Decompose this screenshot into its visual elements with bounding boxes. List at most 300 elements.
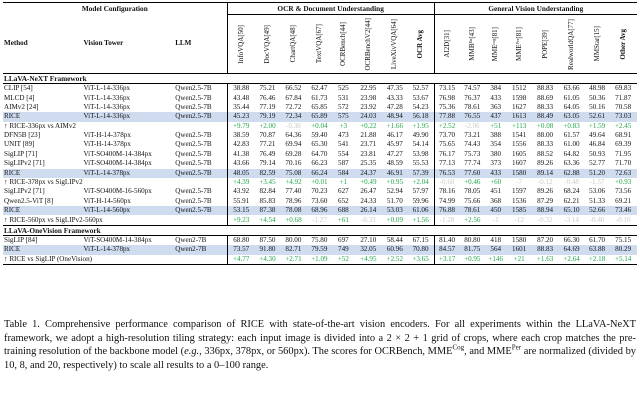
value-cell: 69.28 bbox=[285, 149, 302, 158]
diff-value: +0.04 bbox=[311, 121, 328, 130]
value-cell: 80.80 bbox=[464, 236, 481, 244]
value-cell: 56.18 bbox=[408, 112, 435, 121]
diff-value: +1.95 bbox=[412, 121, 429, 130]
value-cell: 48.94 bbox=[382, 112, 407, 121]
value-cell: 49.64 bbox=[589, 131, 606, 140]
diff-value: +0.08 bbox=[536, 121, 554, 130]
table-row bbox=[3, 131, 637, 140]
col-header bbox=[408, 15, 435, 74]
method-cell: RICE bbox=[3, 169, 82, 178]
table-row bbox=[3, 235, 637, 245]
method-cell: RICE bbox=[3, 112, 82, 121]
value-cell: 71.87 bbox=[615, 93, 632, 102]
value-cell: 41.38 bbox=[227, 150, 255, 159]
diff-value: -7 bbox=[516, 178, 523, 187]
col-method: Method bbox=[3, 15, 82, 74]
value-cell: 67.15 bbox=[412, 236, 429, 244]
value-cell: 75.73 bbox=[464, 149, 481, 158]
value-cell: 88.69 bbox=[537, 93, 554, 102]
value-cell: 74.43 bbox=[464, 140, 481, 149]
method-cell: SigLIP [71] bbox=[4, 149, 38, 158]
value-cell: 47.27 bbox=[386, 149, 403, 158]
diff-value: -3.14 bbox=[564, 215, 579, 224]
table-row bbox=[3, 84, 637, 94]
diff-value: +4.39 bbox=[227, 178, 255, 187]
value-cell: 61.00 bbox=[563, 140, 580, 149]
vision-tower-cell: ViT-L-14-336px bbox=[83, 93, 131, 102]
value-cell: 76.53 bbox=[434, 169, 459, 178]
value-cell: 77.13 bbox=[434, 159, 459, 168]
value-cell: 62.88 bbox=[558, 169, 584, 178]
results-body bbox=[3, 74, 637, 265]
method-cell: SigLIPv2 [71] bbox=[4, 187, 45, 196]
value-cell: 73.56 bbox=[615, 187, 632, 196]
caption-text-4: are normalized (divided by 10, 8, and 20, respectively) to scale all results to a 0–100 range. bbox=[4, 346, 636, 371]
value-cell: 76.17 bbox=[434, 150, 459, 159]
value-cell: 38.59 bbox=[227, 131, 255, 140]
diff-value: +0.83 bbox=[563, 121, 580, 130]
col-header bbox=[307, 15, 332, 74]
col-header bbox=[332, 15, 354, 74]
value-cell: 74.57 bbox=[464, 84, 481, 93]
diff-value: +52 bbox=[332, 255, 354, 265]
value-cell: 575 bbox=[332, 112, 354, 121]
diff-value: +1.09 bbox=[307, 255, 332, 265]
value-cell: 42.83 bbox=[227, 140, 255, 149]
value-cell: 688 bbox=[332, 206, 354, 215]
value-cell: 697 bbox=[338, 236, 349, 244]
value-cell: 54.14 bbox=[412, 140, 429, 149]
diff-value: +3.45 bbox=[259, 178, 276, 187]
vision-tower-cell: ViT-L-14-560px bbox=[82, 206, 174, 215]
value-cell: 50.16 bbox=[589, 102, 606, 111]
value-cell: 52.66 bbox=[585, 206, 609, 215]
diff-value: -0.12 bbox=[537, 178, 553, 187]
diff-value: +3.17 bbox=[434, 255, 459, 265]
value-cell: 47.35 bbox=[386, 84, 403, 93]
method-cell: AIMv2 [24] bbox=[4, 102, 39, 111]
llm-cell: Qwen2.5-7B bbox=[175, 93, 212, 102]
col-header-label: TextVQA[67] bbox=[314, 24, 323, 64]
value-cell: 75.36 bbox=[434, 103, 459, 112]
value-cell: 88.00 bbox=[537, 131, 554, 140]
diff-value: +0.49 bbox=[360, 178, 377, 187]
diff-value: +4.92 bbox=[285, 178, 302, 187]
value-cell: 388 bbox=[490, 131, 502, 140]
value-cell: 66.24 bbox=[307, 169, 332, 178]
col-header bbox=[506, 15, 531, 74]
value-cell: 53.06 bbox=[589, 187, 606, 196]
diff-value: -1.28 bbox=[434, 215, 459, 225]
diff-value: +3.65 bbox=[408, 255, 435, 265]
value-cell: 1556 bbox=[512, 140, 527, 149]
value-cell: 48.59 bbox=[386, 159, 403, 168]
diff-value: +4.30 bbox=[255, 255, 280, 265]
value-cell: 531 bbox=[338, 93, 349, 102]
value-cell: 71.95 bbox=[615, 149, 632, 158]
value-cell: 541 bbox=[338, 140, 349, 149]
method-cell: DFN5B [23] bbox=[4, 131, 41, 140]
value-cell: 64.36 bbox=[285, 131, 302, 140]
diff-value: +51 bbox=[490, 121, 502, 130]
method-cell: RICE bbox=[3, 245, 82, 254]
value-cell: 75.21 bbox=[259, 84, 276, 93]
value-cell: 57.97 bbox=[412, 187, 429, 196]
value-cell: 67.84 bbox=[285, 93, 302, 102]
col-header bbox=[558, 15, 584, 74]
value-cell: 62.21 bbox=[563, 196, 580, 205]
value-cell: 72.63 bbox=[609, 169, 637, 178]
value-cell: 71.70 bbox=[615, 159, 632, 168]
value-cell: 49.90 bbox=[412, 131, 429, 140]
value-cell: 58.44 bbox=[386, 236, 403, 244]
value-cell: 50.36 bbox=[589, 93, 606, 102]
diff-value: +2.45 bbox=[614, 121, 632, 130]
col-llm: LLM bbox=[174, 15, 227, 74]
value-cell: 433 bbox=[485, 169, 506, 178]
diff-value: +0.93 bbox=[614, 178, 632, 187]
value-cell: 77.21 bbox=[259, 140, 276, 149]
diff-value: +1.59 bbox=[588, 121, 606, 130]
section-title: LLaVA-NeXT Framework bbox=[3, 74, 637, 84]
value-cell: 1613 bbox=[506, 112, 531, 121]
col-header-label: ChartQA[48] bbox=[288, 25, 297, 63]
value-cell: 43.48 bbox=[227, 93, 255, 102]
diff-value: +0.09 bbox=[386, 215, 403, 224]
col-header bbox=[227, 15, 255, 74]
diff-value: +1 bbox=[339, 178, 348, 187]
group-header-row bbox=[3, 3, 637, 15]
value-cell: 65.85 bbox=[311, 102, 328, 111]
llm-cell: Qwen2.5-7B bbox=[175, 149, 212, 158]
diff-value: -0.60 bbox=[434, 178, 459, 187]
table-row bbox=[3, 197, 637, 206]
diff-row bbox=[3, 215, 637, 225]
value-cell: 68.80 bbox=[227, 235, 255, 245]
value-cell: 1580 bbox=[506, 169, 531, 178]
diff-value: -0.48 bbox=[564, 178, 579, 187]
value-cell: 84.57 bbox=[434, 245, 459, 254]
diff-value: +1.66 bbox=[386, 121, 403, 130]
value-cell: 78.16 bbox=[434, 187, 459, 196]
value-cell: 88.94 bbox=[532, 206, 558, 215]
llm-cell: Qwen2.5-7B bbox=[175, 131, 212, 140]
value-cell: 69.83 bbox=[615, 84, 632, 93]
col-header bbox=[609, 15, 637, 74]
value-cell: 363 bbox=[490, 102, 502, 111]
col-header bbox=[434, 15, 459, 74]
value-cell: 76.46 bbox=[259, 93, 276, 102]
diff-value: +2.52 bbox=[382, 255, 407, 265]
value-cell: 75.66 bbox=[464, 196, 481, 205]
diff-value: +2.04 bbox=[412, 178, 429, 187]
method-cell: MLCD [4] bbox=[4, 93, 35, 102]
value-cell: 53.15 bbox=[227, 206, 255, 215]
value-cell: 81.75 bbox=[460, 245, 485, 254]
value-cell: 76.88 bbox=[434, 206, 459, 215]
value-cell: 368 bbox=[490, 196, 502, 205]
llm-cell: Qwen2.5-7B bbox=[174, 169, 227, 178]
diff-value: +0.01 bbox=[311, 178, 328, 187]
value-cell: 75.65 bbox=[434, 140, 459, 149]
diff-value: +0.46 bbox=[464, 178, 481, 187]
diff-label: ↑ RICE-560px vs SigLIPv2-560px bbox=[4, 215, 103, 224]
group-general: General Vision Understanding bbox=[434, 3, 637, 15]
value-cell: 1601 bbox=[506, 245, 531, 254]
group-ocr: OCR & Document Understanding bbox=[227, 3, 434, 15]
value-cell: 450 bbox=[485, 206, 506, 215]
vision-tower-cell: ViT-SO400M-14-384px bbox=[83, 236, 152, 244]
value-cell: 87.50 bbox=[259, 236, 276, 244]
value-cell: 572 bbox=[338, 102, 349, 111]
col-vision-tower: Vision Tower bbox=[82, 15, 174, 74]
value-cell: 51.70 bbox=[386, 196, 403, 205]
diff-value: +0.68 bbox=[285, 215, 302, 224]
diff-value: +0.95 bbox=[386, 178, 403, 187]
diff-row bbox=[3, 178, 637, 187]
value-cell: 23.92 bbox=[360, 102, 377, 111]
col-header-label: OCR Avg bbox=[416, 29, 425, 59]
value-cell: 1580 bbox=[512, 236, 527, 244]
diff-value: +146 bbox=[485, 255, 506, 265]
value-cell: 69.21 bbox=[615, 196, 632, 205]
value-cell: 61.05 bbox=[563, 93, 580, 102]
value-cell: 55.53 bbox=[412, 159, 429, 168]
value-cell: 78.96 bbox=[285, 196, 302, 205]
method-cell: UNIT [89] bbox=[4, 140, 35, 149]
diff-value: +60 bbox=[490, 178, 502, 187]
value-cell: 60.96 bbox=[382, 245, 407, 254]
value-cell: 78.61 bbox=[460, 206, 485, 215]
diff-value: -0.32 bbox=[537, 215, 553, 224]
value-cell: 51.20 bbox=[585, 169, 609, 178]
value-cell: 70.16 bbox=[285, 159, 302, 168]
value-cell: 62.47 bbox=[311, 84, 328, 93]
diff-value: +1.63 bbox=[532, 255, 558, 265]
value-cell: 59.40 bbox=[311, 131, 328, 140]
value-cell: 64.82 bbox=[563, 149, 580, 158]
value-cell: 52.77 bbox=[589, 159, 606, 168]
value-cell: 75.15 bbox=[615, 236, 632, 244]
value-cell: 24.03 bbox=[355, 112, 383, 121]
value-cell: 57.39 bbox=[408, 169, 435, 178]
caption-sup-per: Per bbox=[511, 343, 522, 352]
value-cell: 61.57 bbox=[563, 131, 580, 140]
value-cell: 68.91 bbox=[615, 131, 632, 140]
value-cell: 53.03 bbox=[382, 206, 407, 215]
value-cell: 70.23 bbox=[311, 187, 328, 196]
diff-value: -12 bbox=[514, 215, 524, 224]
value-cell: 73.21 bbox=[464, 131, 481, 140]
col-header bbox=[255, 15, 280, 74]
diff-label: ↑ RICE-336px vs AIMv2 bbox=[4, 121, 76, 130]
value-cell: 26.14 bbox=[355, 206, 383, 215]
value-cell: 1605 bbox=[512, 149, 527, 158]
value-cell: 554 bbox=[338, 149, 349, 158]
llm-cell: Qwen2.5-7B bbox=[175, 84, 212, 93]
value-cell: 78.05 bbox=[464, 187, 481, 196]
value-cell: 55.91 bbox=[227, 197, 255, 206]
value-cell: 54.23 bbox=[412, 102, 429, 111]
vision-tower-cell: ViT-SO400M-14-384px bbox=[83, 159, 152, 168]
table-row-rice bbox=[3, 245, 637, 254]
value-cell: 418 bbox=[490, 236, 502, 244]
diff-value: -0.33 bbox=[360, 215, 376, 224]
llm-cell: Qwen2.5-7B bbox=[174, 112, 227, 121]
col-header-label: OCRBenchV2[44] bbox=[363, 17, 372, 71]
group-model-config: Model Configuration bbox=[3, 3, 227, 15]
value-cell: 66.30 bbox=[563, 236, 580, 244]
value-cell: 88.83 bbox=[532, 245, 558, 254]
method-cell: RICE bbox=[3, 206, 82, 215]
value-cell: 64.70 bbox=[311, 149, 328, 158]
value-cell: 1541 bbox=[512, 131, 527, 140]
value-cell: 473 bbox=[338, 131, 349, 140]
value-cell: 25.35 bbox=[360, 159, 377, 168]
value-cell: 74.99 bbox=[434, 197, 459, 206]
diff-value: -2.06 bbox=[464, 121, 480, 130]
diff-row bbox=[3, 255, 637, 265]
value-cell: 1536 bbox=[512, 196, 527, 205]
diff-value: +4.77 bbox=[227, 255, 255, 265]
value-cell: 584 bbox=[332, 169, 354, 178]
llm-cell: Qwen2.5-7B bbox=[175, 140, 212, 149]
value-cell: 88.49 bbox=[532, 112, 558, 121]
value-cell: 69.94 bbox=[285, 140, 302, 149]
value-cell: 64.69 bbox=[558, 245, 584, 254]
value-cell: 87.38 bbox=[255, 206, 280, 215]
value-cell: 433 bbox=[490, 93, 502, 102]
value-cell: 80.29 bbox=[609, 245, 637, 254]
diff-value: +2.18 bbox=[585, 255, 609, 265]
diff-value: +2.71 bbox=[280, 255, 306, 265]
value-cell: 23.81 bbox=[360, 149, 377, 158]
table-row bbox=[3, 93, 637, 102]
value-cell: 1627 bbox=[512, 102, 527, 111]
value-cell: 73.46 bbox=[609, 206, 637, 215]
value-cell: 1585 bbox=[506, 206, 531, 215]
vision-tower-cell: ViT-L-14-336px bbox=[82, 112, 174, 121]
col-header bbox=[532, 15, 558, 74]
value-cell: 76.98 bbox=[434, 93, 459, 102]
diff-value: +21 bbox=[506, 255, 531, 265]
value-cell: 88.33 bbox=[537, 140, 554, 149]
vision-tower-cell: ViT-H-14-560px bbox=[83, 196, 131, 205]
value-cell: 70.80 bbox=[408, 245, 435, 254]
diff-value: +2.52 bbox=[434, 122, 459, 131]
value-cell: 47.28 bbox=[386, 102, 403, 111]
value-cell: 61.06 bbox=[408, 206, 435, 215]
value-cell: 652 bbox=[338, 196, 349, 205]
col-header-label: POPE[39] bbox=[540, 29, 549, 59]
value-cell: 587 bbox=[338, 159, 349, 168]
value-cell: 68.96 bbox=[307, 206, 332, 215]
col-header bbox=[485, 15, 506, 74]
value-cell: 354 bbox=[490, 140, 502, 149]
value-cell: 32.05 bbox=[355, 245, 383, 254]
table-row-rice bbox=[3, 206, 637, 215]
value-cell: 50.93 bbox=[589, 149, 606, 158]
col-header-label: DocVQA[49] bbox=[262, 24, 271, 64]
col-header-label: Other Avg bbox=[618, 28, 627, 60]
col-header-label: InfoVQA[50] bbox=[236, 24, 245, 64]
col-header-label: LiveXivVQA[64] bbox=[390, 18, 399, 70]
value-cell: 73.57 bbox=[227, 245, 255, 254]
diff-value: +0.95 bbox=[460, 255, 485, 265]
value-cell: 52.57 bbox=[412, 84, 429, 93]
diff-value: +61 bbox=[337, 215, 349, 224]
diff-value: +4.95 bbox=[355, 255, 383, 265]
value-cell: 1512 bbox=[512, 84, 527, 93]
col-header-label: MMEᶜᵒᵍ[81] bbox=[491, 26, 500, 62]
value-cell: 46.84 bbox=[589, 140, 606, 149]
table-row bbox=[3, 103, 637, 112]
value-cell: 451 bbox=[490, 187, 502, 196]
llm-cell: Qwen2-7B bbox=[174, 245, 227, 254]
value-cell: 380 bbox=[490, 149, 502, 158]
value-cell: 66.52 bbox=[285, 84, 302, 93]
value-cell: 27.10 bbox=[360, 236, 377, 244]
caption-eg: e.g. bbox=[184, 346, 200, 358]
vision-tower-cell: ViT-SO400M-16-560px bbox=[83, 187, 152, 196]
diff-value: -0.10 bbox=[615, 215, 631, 224]
value-cell: 45.23 bbox=[227, 112, 255, 121]
value-cell: 69.39 bbox=[615, 140, 632, 149]
table-caption bbox=[4, 318, 636, 372]
diff-value: +4.54 bbox=[259, 215, 276, 224]
value-cell: 63.36 bbox=[563, 159, 580, 168]
value-cell: 70.58 bbox=[615, 102, 632, 111]
value-cell: 22.95 bbox=[360, 84, 377, 93]
value-cell: 87.29 bbox=[537, 196, 554, 205]
llm-cell: Qwen2.5-7B bbox=[175, 159, 212, 168]
diff-value: -1 bbox=[492, 215, 499, 224]
section-header bbox=[3, 225, 637, 235]
value-cell: 79.14 bbox=[259, 159, 276, 168]
value-cell: 77.19 bbox=[259, 102, 276, 111]
caption-text-1: Table 1. Comprehensive performance comparison of RICE with state-of-the-art vision encoders. For all experiments within the LLaVA-NeXT framework, we adopt a high-resolution tiling strategy: each input image is divided into a 2 × 2 + 1 grid of crops, where each crop matches the pre-training resolution of the backbone model ( bbox=[4, 319, 636, 358]
value-cell: 43.92 bbox=[227, 187, 255, 196]
diff-value: -0.40 bbox=[589, 215, 605, 224]
value-cell: 73.15 bbox=[434, 84, 459, 94]
value-cell: 45.97 bbox=[386, 140, 403, 149]
diff-value: +0.22 bbox=[360, 121, 377, 130]
value-cell: 43.66 bbox=[227, 159, 255, 168]
col-header-label: AI2D[31] bbox=[442, 30, 451, 58]
value-cell: 24.33 bbox=[360, 196, 377, 205]
value-cell: 73.03 bbox=[609, 112, 637, 121]
diff-value: +9.23 bbox=[227, 215, 255, 225]
diff-value: +3 bbox=[339, 121, 348, 130]
diff-value: +2.64 bbox=[558, 255, 584, 265]
value-cell: 61.70 bbox=[589, 236, 606, 244]
value-cell: 65.89 bbox=[307, 112, 332, 121]
table-row bbox=[3, 187, 637, 196]
llm-cell: Qwen2-7B bbox=[175, 236, 207, 244]
diff-value: -0.38 bbox=[286, 121, 301, 130]
diff-label: ↑ RICE-378px vs SigLIPv2 bbox=[4, 178, 83, 187]
value-cell: 48.98 bbox=[589, 84, 606, 93]
value-cell: 53.98 bbox=[412, 149, 429, 158]
col-header-label: RealworldQA[77] bbox=[567, 18, 576, 70]
value-cell: 564 bbox=[485, 245, 506, 254]
value-cell: 77.40 bbox=[285, 187, 302, 196]
value-cell: 81.40 bbox=[434, 235, 459, 245]
value-cell: 52.94 bbox=[386, 187, 403, 196]
col-header bbox=[355, 15, 383, 74]
value-cell: 23.98 bbox=[360, 93, 377, 102]
col-header-label: MMStar[15] bbox=[592, 26, 601, 62]
